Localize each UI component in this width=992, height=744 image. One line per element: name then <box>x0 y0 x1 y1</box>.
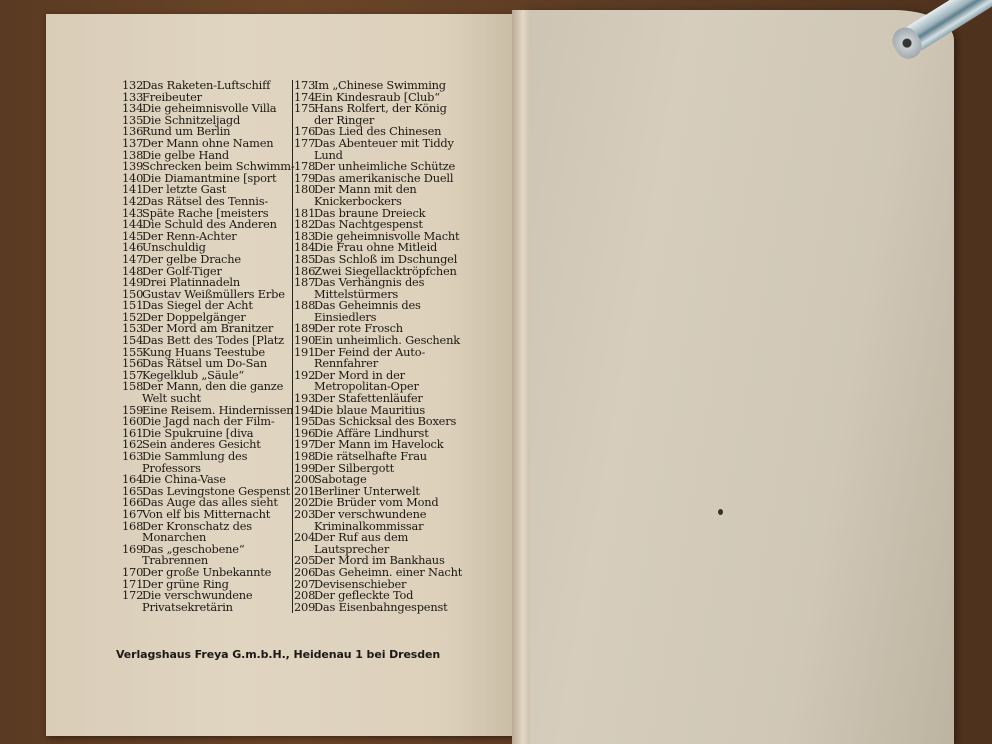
title-list-right <box>292 80 464 613</box>
item-title: Das Siegel der Acht <box>142 298 253 313</box>
item-number: 138 <box>122 147 144 162</box>
item-number: 133 <box>122 89 144 104</box>
item-number: 148 <box>122 263 144 278</box>
item-title: Das „geschobene“ <box>142 541 245 556</box>
item-number: 143 <box>122 205 144 220</box>
item-number: 152 <box>122 309 144 324</box>
item-title: Rund um Berlin <box>142 124 231 139</box>
item-number: 182 <box>294 217 316 232</box>
item-title: Das Levingstone Gespenst <box>142 483 291 498</box>
item-number: 208 <box>294 588 316 603</box>
item-title: Hans Rolfert, der König <box>314 101 447 116</box>
item-number: 187 <box>294 275 316 290</box>
list-item <box>294 599 464 614</box>
item-title: Die Frau ohne Mitleid <box>314 240 438 255</box>
item-number: 186 <box>294 263 316 278</box>
item-title: Der Mann im Havelock <box>314 437 444 452</box>
item-title: Devisenschieber <box>314 576 407 591</box>
item-title: Die Brüder vom Mond <box>314 495 439 510</box>
item-number: 135 <box>122 112 144 127</box>
item-number: 209 <box>294 599 316 614</box>
item-number: 201 <box>294 483 316 498</box>
item-number: 163 <box>122 449 144 463</box>
item-number: 151 <box>122 298 144 313</box>
item-number: 188 <box>294 298 316 313</box>
item-title-continued: Trabrennen <box>142 553 209 568</box>
item-title: Die Jagd nach der Film- <box>142 414 275 429</box>
item-title: Schrecken beim Schwimm- <box>142 159 295 174</box>
item-title-continued: Knickerbockers <box>314 193 402 208</box>
item-number: 141 <box>122 182 144 197</box>
item-title: Der Mann mit den <box>314 182 417 197</box>
item-title: Der Ruf aus dem <box>314 530 409 545</box>
item-title: Der Mann ohne Namen <box>142 135 274 150</box>
item-title: Der Mann, den die ganze <box>142 379 284 394</box>
item-number: 184 <box>294 240 316 255</box>
item-title: Die Spukruine [diva <box>142 425 254 440</box>
item-title: Der rote Frosch <box>314 321 403 336</box>
item-title: Die gelbe Hand <box>142 147 230 162</box>
item-title: Der gelbe Drache <box>142 251 241 266</box>
item-number: 196 <box>294 425 316 440</box>
item-number: 207 <box>294 576 316 591</box>
item-number: 160 <box>122 414 144 429</box>
item-title: Der Mord im Bankhaus <box>314 553 445 568</box>
item-title: Das Schloß im Dschungel <box>314 251 458 266</box>
item-number: 202 <box>294 495 316 510</box>
item-number: 145 <box>122 228 144 243</box>
item-title: Der letzte Gast <box>142 182 227 197</box>
item-number: 170 <box>122 564 144 579</box>
item-title: Die blaue Mauritius <box>314 402 426 417</box>
item-title: Im „Chinese Swimming <box>314 78 446 92</box>
item-number: 168 <box>122 518 144 533</box>
item-title: Eine Reisem. Hindernissen <box>142 402 294 417</box>
item-title: Die verschwundene <box>142 588 253 603</box>
item-title: Das Lied des Chinesen <box>314 124 442 139</box>
item-number: 173 <box>294 78 316 92</box>
item-title: Der Doppelgänger <box>142 309 246 324</box>
item-number: 156 <box>122 356 144 371</box>
item-title: Der Mord in der <box>314 367 405 382</box>
item-title: Die rätselhafte Frau <box>314 449 427 463</box>
item-title: Das Rätsel des Tennis- <box>142 193 269 208</box>
item-number: 189 <box>294 321 316 336</box>
item-title: Der Kronschatz des <box>142 518 252 533</box>
item-number: 206 <box>294 564 316 579</box>
item-number: 195 <box>294 414 316 429</box>
item-number: 157 <box>122 367 144 382</box>
item-number: 193 <box>294 391 316 406</box>
item-title: Freibeuter <box>142 89 202 104</box>
item-number: 204 <box>294 530 316 545</box>
item-number: 159 <box>122 402 144 417</box>
item-title-continued: Metropolitan-Oper <box>314 379 419 394</box>
item-number: 177 <box>294 135 316 150</box>
item-title: Das Verhängnis des <box>314 275 425 290</box>
item-title: Das braune Dreieck <box>314 205 426 220</box>
item-title: Die Diamantmine [sport <box>142 170 277 185</box>
item-number: 167 <box>122 506 144 521</box>
item-title: Ein Kindesraub [Club“ <box>314 89 440 104</box>
item-title-continued: der Ringer <box>314 112 375 127</box>
item-title: Zwei Siegellacktröpfchen <box>314 263 457 278</box>
item-title-continued: Monarchen <box>142 530 207 545</box>
title-list-left <box>122 78 295 614</box>
item-title: Die Schnitzeljagd <box>142 112 241 127</box>
item-number: 154 <box>122 333 144 348</box>
item-number: 146 <box>122 240 144 255</box>
item-title: Berliner Unterwelt <box>314 483 420 498</box>
item-number: 155 <box>122 344 144 359</box>
item-title: Das Raketen-Luftschiff <box>142 78 271 92</box>
item-title-continued: Mittelstürmers <box>314 286 399 301</box>
item-number: 140 <box>122 170 144 185</box>
item-number: 164 <box>122 472 144 487</box>
item-number: 197 <box>294 437 316 452</box>
item-number: 183 <box>294 228 316 243</box>
item-title: Der unheimliche Schütze <box>314 159 456 174</box>
item-number: 137 <box>122 135 144 150</box>
item-title: Kegelklub „Säule“ <box>142 367 245 382</box>
item-number: 144 <box>122 217 144 232</box>
item-number: 199 <box>294 460 316 475</box>
item-number: 158 <box>122 379 144 394</box>
item-number: 176 <box>294 124 316 139</box>
item-number: 139 <box>122 159 144 174</box>
item-title: Späte Rache [meisters <box>142 205 269 220</box>
item-title: Die Schuld des Anderen <box>142 217 277 232</box>
item-title: Von elf bis Mitternacht <box>142 506 271 521</box>
item-title: Sabotage <box>314 472 367 487</box>
item-number: 165 <box>122 483 144 498</box>
item-title: Das Geheimnis des <box>314 298 421 313</box>
item-title: Drei Platinnadeln <box>142 275 240 290</box>
item-number: 185 <box>294 251 316 266</box>
item-number: 181 <box>294 205 316 220</box>
item-number: 174 <box>294 89 316 104</box>
item-title: Die geheimnisvolle Villa <box>142 101 277 116</box>
item-title: Kung Huans Teestube <box>142 344 265 359</box>
item-title: Der große Unbekannte <box>142 564 272 579</box>
item-number: 198 <box>294 449 316 463</box>
item-number: 180 <box>294 182 316 197</box>
item-title: Der gefleckte Tod <box>314 588 414 603</box>
publisher-footer: Verlagshaus Freya G.m.b.H., Heidenau 1 bei Dresden <box>116 648 441 661</box>
item-title: Der Stafettenläufer <box>314 391 423 406</box>
item-title-continued: Rennfahrer <box>314 356 378 371</box>
item-title: Das Bett des Todes [Platz <box>142 333 284 348</box>
item-number: 169 <box>122 541 144 556</box>
item-number: 132 <box>122 78 144 92</box>
item-title-continued: Einsiedlers <box>314 309 377 324</box>
item-title: Die geheimnisvolle Macht <box>314 228 460 243</box>
item-number: 192 <box>294 367 316 382</box>
item-title-continued: Lund <box>314 147 343 162</box>
item-number: 175 <box>294 101 316 116</box>
item-title: Das Abenteuer mit Tiddy <box>314 135 454 150</box>
item-number: 142 <box>122 193 144 208</box>
item-title: Das Eisenbahngespenst <box>314 599 448 614</box>
item-number: 150 <box>122 286 144 301</box>
item-number: 191 <box>294 344 316 359</box>
item-number: 166 <box>122 495 144 510</box>
item-title: Ein unheimlich. Geschenk <box>314 333 460 348</box>
paper-speck <box>718 509 723 515</box>
item-title: Die Sammlung des <box>142 449 248 463</box>
item-title: Das amerikanische Duell <box>314 170 454 185</box>
item-number: 203 <box>294 506 316 521</box>
item-title: Der Renn-Achter <box>142 228 237 243</box>
item-title: Der grüne Ring <box>142 576 229 591</box>
item-number: 147 <box>122 251 144 266</box>
item-number: 149 <box>122 275 144 290</box>
item-number: 178 <box>294 159 316 174</box>
item-title: Unschuldig <box>142 240 206 255</box>
item-title: Die Affäre Lindhurst <box>314 425 429 440</box>
item-title: Der verschwundene <box>314 506 427 521</box>
item-number: 200 <box>294 472 316 487</box>
right-page-blank <box>524 10 954 744</box>
item-number: 171 <box>122 576 144 591</box>
item-title: Das Nachtgespenst <box>314 217 423 232</box>
item-number: 194 <box>294 402 316 417</box>
book-gutter <box>512 10 530 744</box>
item-title: Der Silbergott <box>314 460 395 475</box>
item-title: Gustav Weißmüllers Erbe <box>142 286 285 301</box>
item-title: Das Schicksal des Boxers <box>314 414 457 429</box>
item-number: 153 <box>122 321 144 336</box>
item-title-continued: Lautsprecher <box>314 541 390 556</box>
item-title: Sein anderes Gesicht <box>142 437 261 452</box>
item-title-continued: Professors <box>142 460 201 475</box>
item-number: 161 <box>122 425 144 440</box>
item-title: Die China-Vase <box>142 472 226 487</box>
item-title: Das Rätsel um Do-San <box>142 356 267 371</box>
item-title-continued: Kriminalkommissar <box>314 518 424 533</box>
item-title-continued: Welt sucht <box>142 391 201 406</box>
item-number: 162 <box>122 437 144 452</box>
item-number: 134 <box>122 101 144 116</box>
item-number: 172 <box>122 588 144 603</box>
item-title: Das Auge das alles sieht <box>142 495 278 510</box>
item-title: Der Golf-Tiger <box>142 263 222 278</box>
item-number: 179 <box>294 170 316 185</box>
item-number: 205 <box>294 553 316 568</box>
item-title-continued: Privatsekretärin <box>142 599 233 614</box>
item-title: Der Feind der Auto- <box>314 344 425 359</box>
item-title: Das Geheimn. einer Nacht <box>314 564 463 579</box>
item-title: Der Mord am Branitzer <box>142 321 274 336</box>
item-number: 136 <box>122 124 144 139</box>
item-number: 190 <box>294 333 316 348</box>
